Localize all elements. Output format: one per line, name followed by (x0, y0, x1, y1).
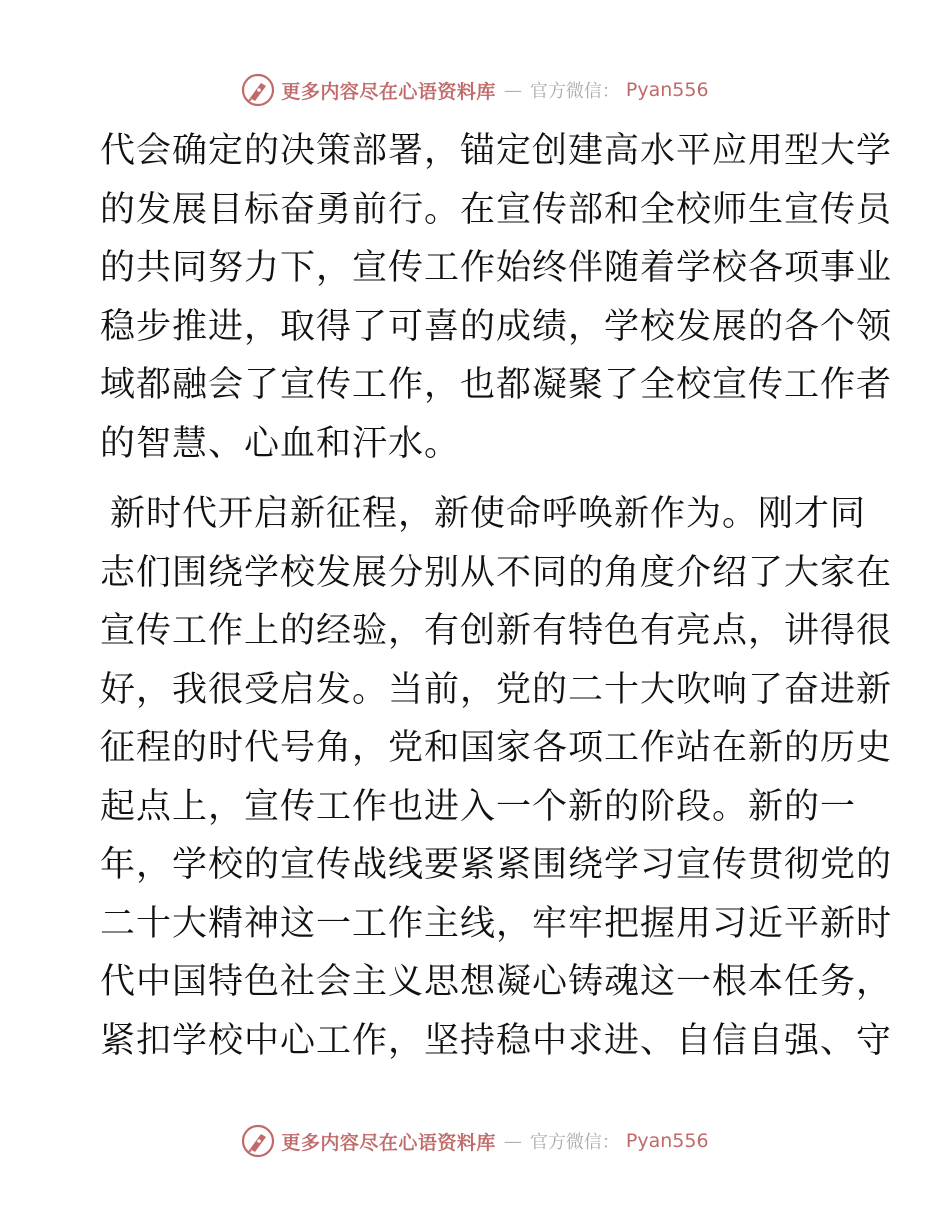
header-wechat-label: 官方微信： (529, 81, 620, 102)
text-line: 稳步推进，取得了可喜的成绩，学校发展的各个领 (100, 306, 893, 347)
text-line: 志们围绕学校发展分别从不同的角度介绍了大家在 (100, 552, 893, 593)
header-dash: — (503, 79, 522, 101)
pen-nib-logo-icon (241, 1124, 275, 1158)
text-line: 的发展目标奋勇前行。在宣传部和全校师生宣传员 (100, 189, 893, 230)
document-body (100, 122, 893, 1070)
paragraph-1 (100, 122, 893, 473)
footer-banner (241, 1124, 708, 1158)
text-line: 代中国特色社会主义思想凝心铸魂这一根本任务， (100, 962, 893, 1002)
text-line: 域都融会了宣传工作，也都凝聚了全校宣传工作者 (100, 365, 893, 405)
text-line: 紧扣学校中心工作，坚持稳中求进、自信自强、守 (100, 1020, 893, 1061)
text-line: 好，我很受启发。当前，党的二十大吹响了奋进新 (100, 669, 893, 710)
footer-wechat-label: 官方微信： (529, 1132, 620, 1153)
paragraph-2 (100, 485, 893, 1070)
text-line: 的智慧、心血和汗水。 (100, 423, 461, 464)
header-wechat-id: Pyan556 (625, 79, 709, 101)
text-line: 起点上，宣传工作也进入一个新的阶段。新的一 (100, 786, 857, 827)
footer-wechat-id: Pyan556 (625, 1130, 709, 1152)
pen-nib-logo-icon (241, 73, 275, 107)
page-header-banner (0, 70, 950, 110)
footer-banner-text: 更多内容尽在心语资料库 (281, 1131, 496, 1154)
text-line: 宣传工作上的经验，有创新有特色有亮点，讲得很 (100, 611, 893, 651)
text-line: 二十大精神这一工作主线，牢牢把握用习近平新时 (100, 903, 893, 944)
text-line: 代会确定的决策部署，锚定创建高水平应用型大学 (100, 131, 893, 171)
paragraph-gap (100, 473, 850, 485)
header-banner-text: 更多内容尽在心语资料库 (281, 80, 496, 103)
text-line: 年，学校的宣传战线要紧紧围绕学习宣传贯彻党的 (100, 845, 893, 885)
page-footer-banner (0, 1121, 950, 1161)
text-line: 的共同努力下，宣传工作始终伴随着学校各项事业 (100, 248, 893, 288)
text-line: 征程的时代号角，党和国家各项工作站在新的历史 (100, 728, 893, 768)
footer-dash: — (503, 1130, 522, 1152)
text-line: 新时代开启新征程，新使命呼唤新作为。刚才同 (110, 494, 867, 534)
header-banner (241, 73, 708, 107)
